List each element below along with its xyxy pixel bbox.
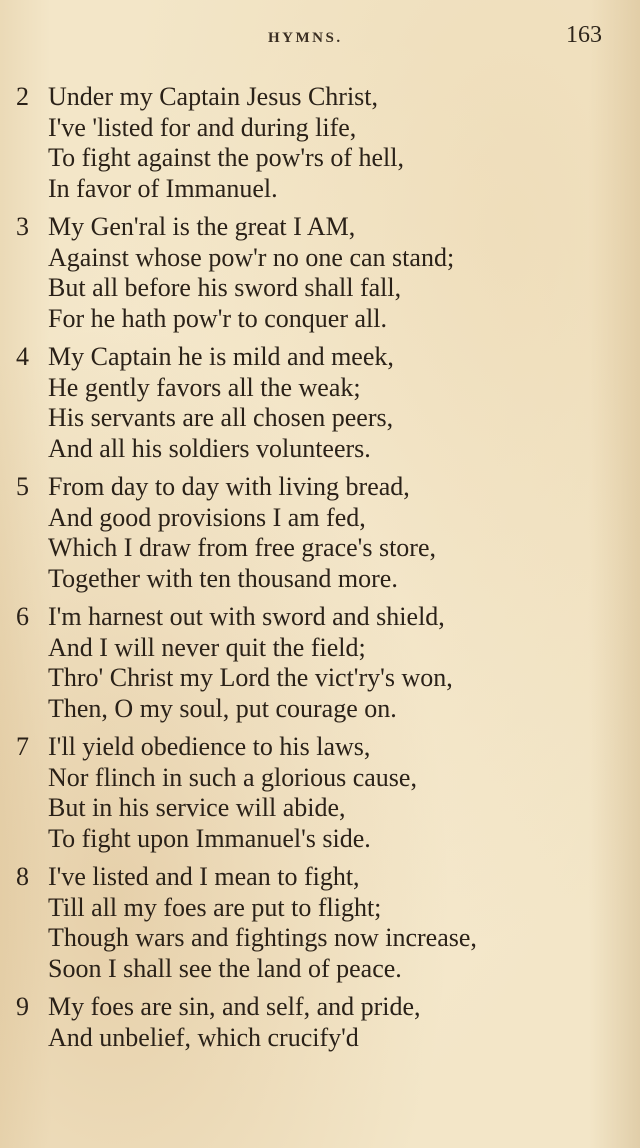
verse-line: Though wars and fightings now increase,	[48, 923, 477, 952]
verse-line: Nor flinch in such a glorious cause,	[48, 762, 417, 792]
verse-line: And unbelief, which crucify'd	[48, 1022, 359, 1052]
verse-line: And all his soldiers volunteers.	[48, 433, 371, 463]
verse-line: I've 'listed for and during life,	[48, 112, 357, 142]
verse-line: In favor of Immanuel.	[48, 173, 278, 203]
verse-line: Together with ten thousand more.	[48, 563, 398, 593]
verse-line: My foes are sin, and self, and pride,	[48, 992, 421, 1021]
verse-line: He gently favors all the weak;	[48, 372, 361, 402]
stanza-number: 5	[16, 472, 29, 501]
stanza-2	[14, 82, 624, 204]
verse-line: From day to day with living bread,	[48, 472, 410, 501]
verse-line: Against whose pow'r no one can stand;	[48, 242, 455, 272]
stanza-number: 2	[16, 82, 29, 111]
hymn-body	[14, 82, 624, 1061]
page-number: 163	[566, 22, 602, 48]
verse-line: And I will never quit the field;	[48, 632, 366, 662]
verse-line: To fight against the pow'rs of hell,	[48, 143, 404, 172]
verse-line: I'm harnest out with sword and shield,	[48, 602, 445, 631]
verse-line: But in his service will abide,	[48, 793, 346, 822]
verse-line: To fight upon Immanuel's side.	[48, 823, 371, 853]
stanza-5	[14, 472, 624, 594]
stanza-4	[14, 342, 624, 464]
verse-line: But all before his sword shall fall,	[48, 273, 402, 302]
verse-line: And good provisions I am fed,	[48, 502, 366, 532]
stanza-number: 8	[16, 862, 29, 891]
verse-line: Under my Captain Jesus Christ,	[48, 82, 379, 111]
stanza-number: 6	[16, 602, 29, 631]
stanza-6	[14, 602, 624, 724]
verse-line: Thro' Christ my Lord the vict'ry's won,	[48, 663, 453, 692]
stanza-7	[14, 732, 624, 854]
verse-line: Till all my foes are put to flight;	[48, 892, 382, 922]
stanza-number: 4	[16, 342, 29, 371]
stanza-number: 7	[16, 732, 29, 761]
verse-line: I'll yield obedience to his laws,	[48, 732, 371, 761]
verse-line: Which I draw from free grace's store,	[48, 533, 436, 562]
verse-line: My Gen'ral is the great I AM,	[48, 212, 356, 241]
verse-line: My Captain he is mild and meek,	[48, 342, 394, 371]
stanza-3	[14, 212, 624, 334]
stanza-9	[14, 992, 624, 1053]
verse-line: I've listed and I mean to fight,	[48, 862, 360, 891]
verse-line: His servants are all chosen peers,	[48, 403, 394, 432]
stanza-8	[14, 862, 624, 984]
stanza-number: 3	[16, 212, 29, 241]
verse-line: For he hath pow'r to conquer all.	[48, 303, 387, 333]
verse-line: Then, O my soul, put courage on.	[48, 693, 397, 723]
verse-line: Soon I shall see the land of peace.	[48, 953, 402, 983]
running-head: HYMNS.	[268, 30, 343, 46]
stanza-number: 9	[16, 992, 29, 1021]
